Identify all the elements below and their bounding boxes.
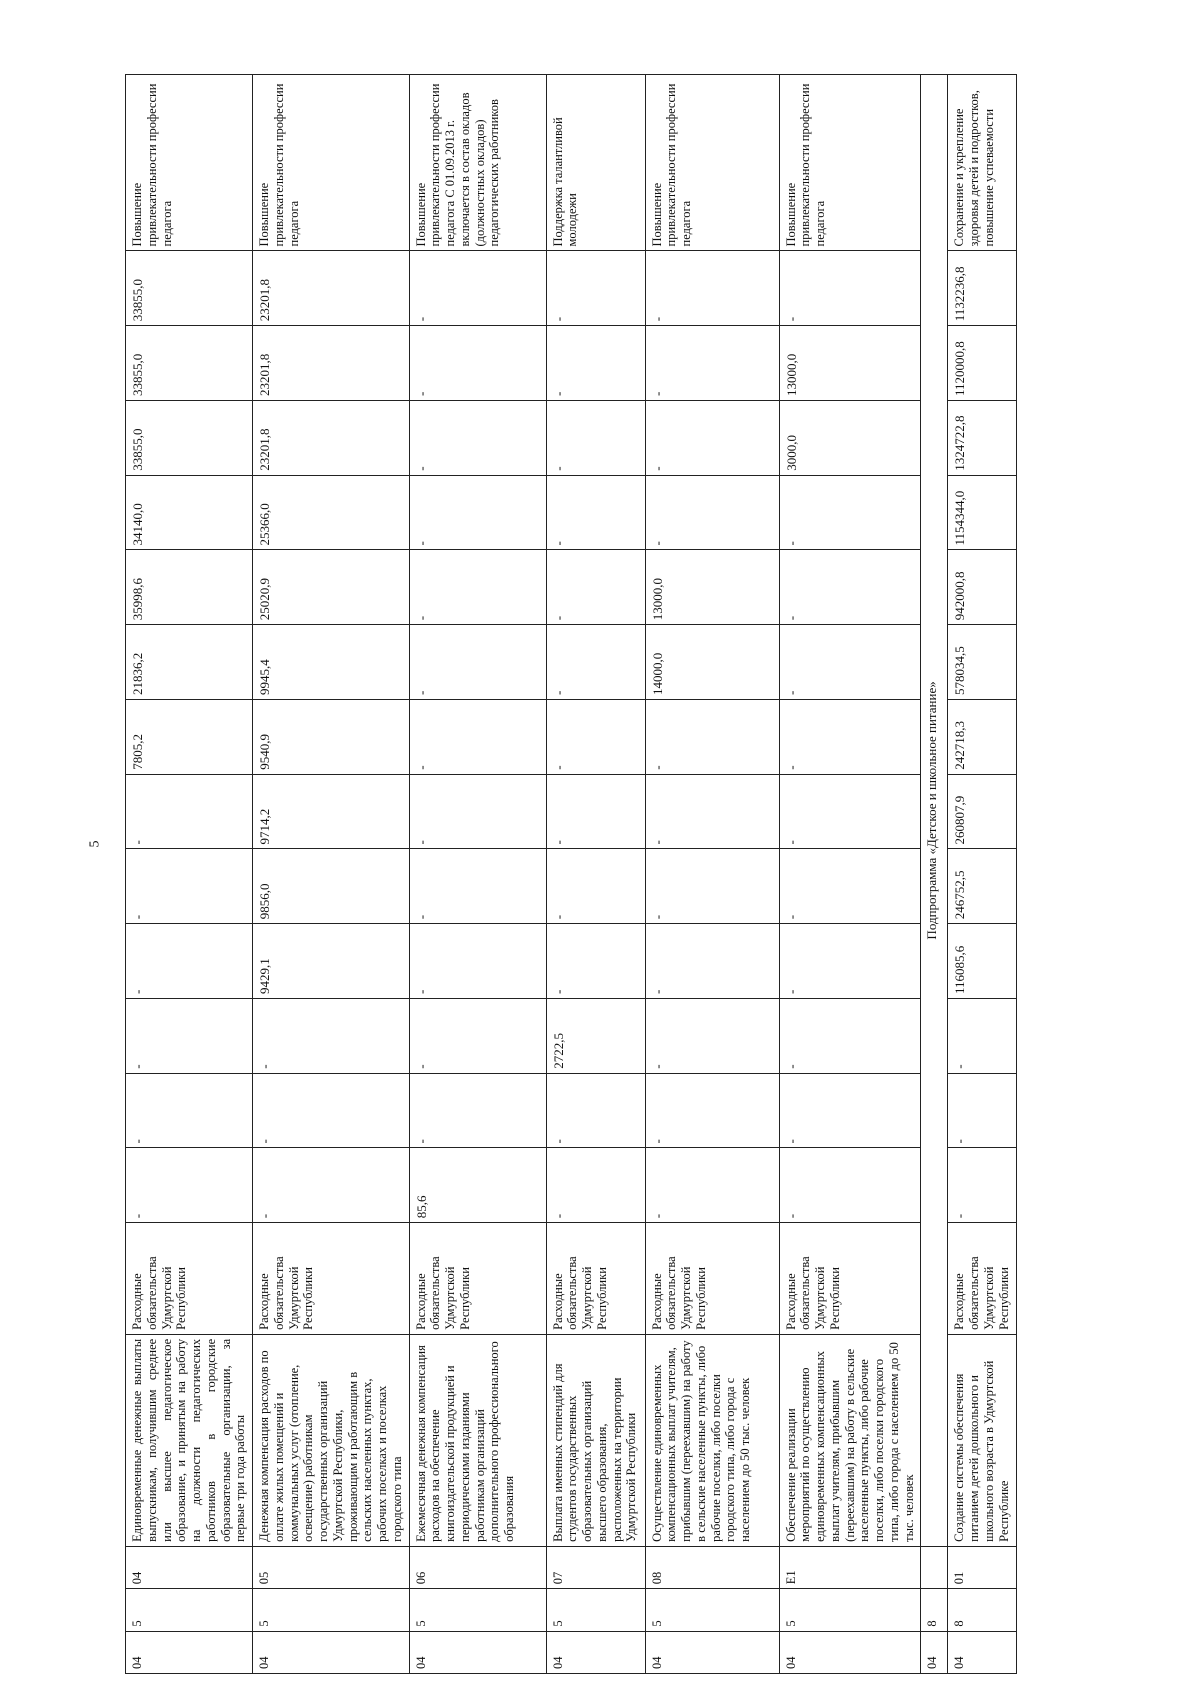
value-cell: 7805,2 (126, 700, 253, 775)
expected-result: Поддержка талантливой молодежи (546, 75, 645, 252)
value-cell: 9714,2 (253, 774, 410, 849)
value-cell: - (546, 251, 645, 326)
code-cell: 04 (921, 1631, 948, 1673)
value-cell: 25020,9 (253, 550, 410, 625)
table-row (126, 75, 253, 1674)
rotated-page (125, 74, 1055, 1674)
value-cell: - (948, 1148, 1017, 1223)
value-cell: - (126, 1073, 253, 1148)
code-cell: 04 (126, 1631, 253, 1673)
value-cell: - (253, 1073, 410, 1148)
value-cell: - (948, 999, 1017, 1074)
value-cell: - (779, 700, 921, 775)
code-cell: 04 (779, 1631, 921, 1673)
measure-description: Создание системы обеспечения питанием детей дошкольного и школьного возраста в Удмуртской Республике (948, 1334, 1017, 1546)
funding-source: Расходные обязательства Удмуртской Республики (546, 1223, 645, 1335)
value-cell: - (409, 700, 546, 775)
value-cell: - (645, 700, 779, 775)
code-cell: 04 (126, 1546, 253, 1588)
value-cell: - (779, 625, 921, 700)
program-table (125, 74, 1017, 1674)
code-cell: 07 (546, 1546, 645, 1588)
value-cell: 33855,0 (126, 401, 253, 476)
value-cell: 260807,9 (948, 774, 1017, 849)
expected-result: Повышение привлекательности профессии педагога С 01.09.2013 г. включается в состав окладов (должностных окладов) педагогических работников (409, 75, 546, 252)
value-cell: 2722,5 (546, 999, 645, 1074)
code-cell: 5 (779, 1589, 921, 1631)
value-cell: - (126, 924, 253, 999)
expected-result: Повышение привлекательности профессии педагога (645, 75, 779, 252)
value-cell: - (546, 1073, 645, 1148)
value-cell: 14000,0 (645, 625, 779, 700)
value-cell: - (546, 849, 645, 924)
value-cell: 21836,2 (126, 625, 253, 700)
expected-result: Повышение привлекательности профессии педагога (779, 75, 921, 252)
value-cell: - (645, 251, 779, 326)
measure-description: Обеспечение реализации мероприятий по осуществлению единовременных компенсационных выплат учителям, прибывшим (переехавшим) на работу в сельские населенные пункты, либо рабочие поселки, либо поселки городского типа, либо города с населением до 50 тыс. человек (779, 1334, 921, 1546)
value-cell: - (409, 625, 546, 700)
value-cell: 3000,0 (779, 401, 921, 476)
measure-description: Единовременные денежные выплаты выпускникам, получившим среднее или высшее педагогическое образование, и принятым на работу на должности педагогических работников в городские образовательные организации, за первые три года работы (126, 1334, 253, 1546)
value-cell: 1154344,0 (948, 475, 1017, 550)
value-cell: - (409, 475, 546, 550)
code-cell: 04 (546, 1631, 645, 1673)
value-cell: - (546, 401, 645, 476)
value-cell: - (779, 774, 921, 849)
code-cell: 05 (253, 1546, 410, 1588)
value-cell: - (409, 326, 546, 401)
value-cell: - (645, 1148, 779, 1223)
value-cell: - (546, 550, 645, 625)
value-cell: 33855,0 (126, 251, 253, 326)
value-cell: - (126, 774, 253, 849)
funding-source: Расходные обязательства Удмуртской Республики (253, 1223, 410, 1335)
measure-description: Осуществление единовременных компенсационных выплат учителям, прибывшим (переехавшим) на работу в сельские населенные пункты, либо рабочие поселки, либо поселки городского типа, либо города с населением до 50 тыс. человек (645, 1334, 779, 1546)
funding-source: Расходные обязательства Удмуртской Республики (645, 1223, 779, 1335)
expected-result: Повышение привлекательности профессии педагога (253, 75, 410, 252)
measure-description: Ежемесячная денежная компенсация расходов на обеспечение книгоиздательской продукцией и периодическими изданиями работникам организаций дополнительного профессионального образования (409, 1334, 546, 1546)
value-cell: - (779, 924, 921, 999)
code-cell: 08 (645, 1546, 779, 1588)
expected-result: Сохранение и укрепление здоровья детей и подростков, повышение успеваемости (948, 75, 1017, 252)
value-cell: 35998,6 (126, 550, 253, 625)
value-cell: - (546, 1148, 645, 1223)
value-cell: 1120000,8 (948, 326, 1017, 401)
value-cell: - (645, 401, 779, 476)
code-cell: Е1 (779, 1546, 921, 1588)
value-cell: 13000,0 (779, 326, 921, 401)
value-cell: - (546, 326, 645, 401)
value-cell: 9429,1 (253, 924, 410, 999)
value-cell: - (546, 625, 645, 700)
value-cell: - (546, 700, 645, 775)
value-cell: 23201,8 (253, 401, 410, 476)
value-cell: 23201,8 (253, 326, 410, 401)
value-cell: 242718,3 (948, 700, 1017, 775)
value-cell: 246752,5 (948, 849, 1017, 924)
table-row (409, 75, 546, 1674)
value-cell: 9945,4 (253, 625, 410, 700)
value-cell: - (948, 1073, 1017, 1148)
value-cell: - (409, 550, 546, 625)
subprogram-header-row (921, 75, 948, 1674)
value-cell: - (645, 924, 779, 999)
value-cell: 942000,8 (948, 550, 1017, 625)
value-cell: - (409, 924, 546, 999)
value-cell: - (409, 251, 546, 326)
value-cell: 9540,9 (253, 700, 410, 775)
value-cell: - (779, 849, 921, 924)
code-cell: 01 (948, 1546, 1017, 1588)
value-cell: - (645, 326, 779, 401)
value-cell: - (779, 1148, 921, 1223)
value-cell: - (253, 999, 410, 1074)
value-cell: - (546, 475, 645, 550)
value-cell: - (546, 924, 645, 999)
table-row (779, 75, 921, 1674)
subprogram-title: Подпрограмма «Детское и школьное питание» (921, 75, 948, 1547)
expected-result: Повышение привлекательности профессии педагога (126, 75, 253, 252)
table-body (126, 75, 1017, 1674)
value-cell: - (645, 475, 779, 550)
value-cell: - (409, 849, 546, 924)
value-cell: - (645, 999, 779, 1074)
value-cell: 34140,0 (126, 475, 253, 550)
code-cell: 04 (645, 1631, 779, 1673)
value-cell: 85,6 (409, 1148, 546, 1223)
value-cell: - (779, 1073, 921, 1148)
value-cell: 25366,0 (253, 475, 410, 550)
value-cell: 13000,0 (645, 550, 779, 625)
value-cell: 116085,6 (948, 924, 1017, 999)
value-cell: - (779, 475, 921, 550)
value-cell: - (779, 999, 921, 1074)
code-cell: 5 (409, 1589, 546, 1631)
code-cell: 5 (126, 1589, 253, 1631)
table-row (645, 75, 779, 1674)
value-cell: - (779, 251, 921, 326)
code-cell: 04 (253, 1631, 410, 1673)
code-cell: 04 (948, 1631, 1017, 1673)
funding-source: Расходные обязательства Удмуртской Республики (126, 1223, 253, 1335)
value-cell: - (409, 401, 546, 476)
value-cell: - (126, 849, 253, 924)
value-cell: - (779, 550, 921, 625)
value-cell: - (645, 849, 779, 924)
page-number: 5 (87, 840, 103, 848)
value-cell: 33855,0 (126, 326, 253, 401)
measure-description: Выплата именных стипендий для студентов государственных образовательных организаций высшего образования, расположенных на территории Удмуртской Республики (546, 1334, 645, 1546)
value-cell: - (126, 999, 253, 1074)
code-cell: 5 (253, 1589, 410, 1631)
table-row (253, 75, 410, 1674)
funding-source: Расходные обязательства Удмуртской Республики (779, 1223, 921, 1335)
code-cell (921, 1546, 948, 1588)
value-cell: - (409, 774, 546, 849)
code-cell: 04 (409, 1631, 546, 1673)
measure-description: Денежная компенсация расходов по оплате жилых помещений и коммунальных услуг (отопление, освещение) работникам государственных организаций Удмуртской Республики, проживающим и работающим в сельских населенных пунктах, рабочих поселках и поселках городского типа (253, 1334, 410, 1546)
table-row (546, 75, 645, 1674)
code-cell: 5 (645, 1589, 779, 1631)
value-cell: 1132236,8 (948, 251, 1017, 326)
value-cell: - (409, 1073, 546, 1148)
table-row (948, 75, 1017, 1674)
value-cell: 1324722,8 (948, 401, 1017, 476)
funding-source: Расходные обязательства Удмуртской Республики (948, 1223, 1017, 1335)
code-cell: 06 (409, 1546, 546, 1588)
code-cell: 8 (921, 1589, 948, 1631)
value-cell: - (645, 774, 779, 849)
funding-source: Расходные обязательства Удмуртской Республики (409, 1223, 546, 1335)
code-cell: 5 (546, 1589, 645, 1631)
value-cell: 9856,0 (253, 849, 410, 924)
value-cell: - (253, 1148, 410, 1223)
code-cell: 8 (948, 1589, 1017, 1631)
value-cell: - (409, 999, 546, 1074)
value-cell: - (645, 1073, 779, 1148)
value-cell: 23201,8 (253, 251, 410, 326)
value-cell: - (126, 1148, 253, 1223)
value-cell: 578034,5 (948, 625, 1017, 700)
value-cell: - (546, 774, 645, 849)
